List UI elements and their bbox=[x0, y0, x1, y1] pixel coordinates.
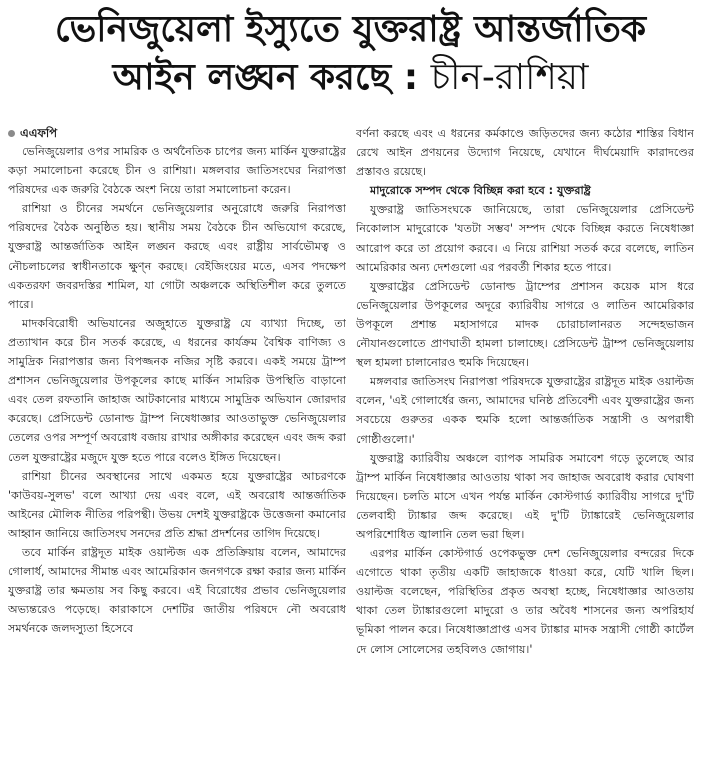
byline bbox=[8, 124, 346, 142]
headline-separator: : bbox=[403, 57, 419, 98]
paragraph: এরপর মার্কিন কোস্টগার্ড ওপেকভুক্ত দেশ ভেনিজুয়েলার বন্দরের দিকে এগোতে থাকা তৃতীয় একটি জাহাজকে ধাওয়া করে, যেটি খালি ছিল। ওয়াল্টজ বলেছেন, পরিস্থিতির প্রকৃত অবস্থা হচ্ছে, নিষেধাজ্ঞার আওতায় থাকা তেল ট্যাঙ্কারগুলো মাদুরো ও তার অবৈধ শাসনের জন্য অপরিহার্য ভূমিকা পালন করে। নিষেধাজ্ঞাপ্রাপ্ত এসব ট্যাঙ্কার মাদক সন্ত্রাসী গোষ্ঠী কার্টেল দে লোস সোলেসের তহবিলও জোগায়।' bbox=[356, 547, 694, 656]
bullet-icon bbox=[8, 130, 15, 137]
left-column bbox=[8, 124, 346, 764]
article-body bbox=[8, 124, 694, 764]
headline-line-1: ভেনিজুয়েলা ইস্যুতে যুক্তরাষ্ট্র আন্তর্জাতিক bbox=[54, 9, 647, 50]
headline-source: চীন-রাশিয়া bbox=[430, 57, 589, 98]
headline-main: আইন লঙ্ঘন করছে bbox=[112, 57, 392, 98]
byline-source: এএফপি bbox=[20, 126, 57, 140]
right-column bbox=[356, 124, 694, 764]
paragraph: রাশিয়া চীনের অবস্থানের সাথে একমত হয়ে যুক্তরাষ্ট্রের আচরণকে 'কাউবয়-সুলভ' বলে আখ্যা দেয় এবং বলে, এই অবরোধ আন্তর্জাতিক আইনের মৌলিক নীতির পরিপন্থী। উভয় দেশই যুক্তরাষ্ট্রকে উত্তেজনা কমানোর আহ্বান জানিয়ে জাতিসংঘ সনদের প্রতি শ্রদ্ধা প্রদর্শনের তাগিদ দিয়েছে। bbox=[8, 469, 346, 540]
paragraph-continued: বর্ণনা করছে এবং এ ধরনের কর্মকাণ্ডে জড়িতদের জন্য কঠোর শাস্তির বিধান রেখে আইন প্রণয়নের উদ্যোগ নিয়েছে, যেখানে দীর্ঘমেয়াদি কারাদণ্ডের প্রস্তাবও রয়েছে। bbox=[356, 127, 694, 179]
headline-line-2 bbox=[0, 54, 701, 102]
subheading: মাদুরোকে সম্পদ থেকে বিচ্ছিন্ন করা হবে : যুক্তরাষ্ট্র bbox=[370, 184, 591, 198]
paragraph: যুক্তরাষ্ট্র ক্যারিবীয় অঞ্চলে ব্যাপক সামরিক সমাবেশ গড়ে তুলেছে আর ট্রাম্প মার্কিন নিষেধাজ্ঞার আওতায় থাকা সব জাহাজ অবরোধ করার ঘোষণা দিয়েছেন। চলতি মাসে এখন পর্যন্ত মার্কিন কোস্টগার্ড ক্যারিবীয় সাগরে দু'টি তেলবাহী ট্যাঙ্কার জব্দ করেছে। এই দু'টি ট্যাঙ্কারেই ভেনিজুয়েলার অপরিশোধিত জ্বালানি তেল ভরা ছিল। bbox=[356, 451, 694, 541]
headline bbox=[0, 0, 701, 118]
paragraph: মাদকবিরোধী অভিযানের অজুহাতে যুক্তরাষ্ট্র যে ব্যাখ্যা দিচ্ছে, তা প্রত্যাখান করে চীন সতর্ক করেছে, এ ধরনের কার্যক্রম বৈশ্বিক বাণিজ্য ও সামুদ্রিক নিরাপত্তার জন্য বিপজ্জনক নজির সৃষ্টি করবে। একই সময়ে ট্রাম্প প্রশাসন ভেনিজুয়েলার উপকূলের কাছে মার্কিন সামরিক উপস্থিতি বাড়ানো এবং তেল রফতানি জাহাজ আটকানোর মাধ্যমে সামুদ্রিক অভিযান জোরদার করেছে। প্রেসিডেন্ট ডোনাল্ড ট্রাম্প নিষেধাজ্ঞার আওতাভুক্ত ভেনিজুয়েলার তেলের ওপর সম্পূর্ণ অবরোধ বজায় রাখার অঙ্গীকার করেছেন এবং জব্দ করা তেল যুক্তরাষ্ট্রের মজুদে যুক্ত হতে পারে বলেও ইঙ্গিত দিয়েছেন। bbox=[8, 316, 346, 464]
paragraph: যুক্তরাষ্ট্র জাতিসংঘকে জানিয়েছে, তারা ভেনিজুয়েলার প্রেসিডেন্ট নিকোলাস মাদুরোকে 'যতটা সম্ভব' সম্পদ থেকে বিচ্ছিন্ন করতে নিষেধাজ্ঞা আরোপ করে তা প্রয়োগ করবে। এ নিয়ে রাশিয়া সতর্ক করে বলেছে, লাতিন আমেরিকার অন্য দেশগুলো এর পরবর্তী শিকার হতে পারে। bbox=[356, 203, 694, 274]
paragraph: ভেনিজুয়েলার ওপর সামরিক ও অর্থনৈতিক চাপের জন্য মার্কিন যুক্তরাষ্ট্রের কড়া সমালোচনা করেছে চীন ও রাশিয়া। মঙ্গলবার জাতিসংঘের নিরাপত্তা পরিষদের এক জরুরি বৈঠকে অংশ নিয়ে তারা সমালোচনা করেন। bbox=[8, 145, 346, 197]
paragraph: রাশিয়া ও চীনের সমর্থনে ভেনিজুয়েলার অনুরোধে জরুরি নিরাপত্তা পরিষদের বৈঠক অনুষ্ঠিত হয়। স্থানীয় সময় বৈঠকে চীন অভিযোগ করেছে, যুক্তরাষ্ট্র আন্তর্জাতিক আইন লঙ্ঘন করছে এবং রাষ্ট্রীয় সার্বভৌমত্ব ও নৌচলাচলের স্বাধীনতাকে ক্ষুণ্ন করছে। বেইজিংয়ের মতে, এসব পদক্ষেপ একতরফা জবরদস্তির শামিল, যা গোটা অঞ্চলকে অস্থিতিশীল করে তুলতে পারে। bbox=[8, 202, 346, 311]
paragraph: তবে মার্কিন রাষ্ট্রদূত মাইক ওয়াল্টজ এক প্রতিক্রিয়ায় বলেন, আমাদের গোলার্ধ, আমাদের সীমান্ত এবং আমেরিকান জনগণকে রক্ষা করার জন্য মার্কিন যুক্তরাষ্ট্র তার ক্ষমতায় সব কিছু করবে। এই বিরোধের প্রভাব ভেনিজুয়েলার অভ্যন্তরেও পড়েছে। কারাকাসে দেশটির জাতীয় পরিষদে নৌ অবরোধ সমর্থনকে জলদস্যুতা হিসেবে bbox=[8, 545, 346, 636]
paragraph: যুক্তরাষ্ট্রের প্রেসিডেন্ট ডোনাল্ড ট্রাম্পের প্রশাসন কয়েক মাস ধরে ভেনিজুয়েলার উপকূলের অদূরে ক্যারিবীয় সাগরে ও লাতিন আমেরিকার উপকূলে প্রশান্ত মহাসাগরে মাদক চোরাচালানরত সন্দেহভাজন নৌযানগুলোতে প্রাণঘাতী হামলা চালাচ্ছে। প্রেসিডেন্ট ট্রাম্প ভেনিজুয়েলায় স্থল হামলা চালানোরও হুমকি দিয়েছেন। bbox=[356, 279, 694, 370]
paragraph: মঙ্গলবার জাতিসংঘ নিরাপত্তা পরিষদকে যুক্তরাষ্ট্রের রাষ্ট্রদূত মাইক ওয়াল্টজ বলেন, 'এই গোলার্ধের জন্য, আমাদের ঘনিষ্ঠ প্রতিবেশী এবং যুক্তরাষ্ট্রের জন্য সবচেয়ে গুরুতর একক হুমকি হলো আন্তর্জাতিক সন্ত্রাসী ও অপরাধী গোষ্ঠীগুলো।' bbox=[356, 375, 694, 446]
